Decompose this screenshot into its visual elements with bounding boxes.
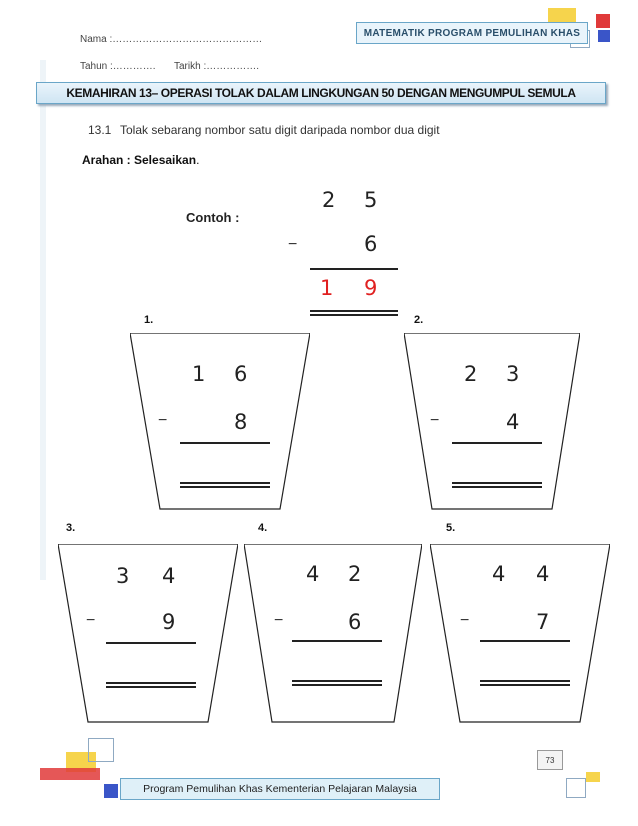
q4-tens: 4	[306, 562, 320, 586]
q3-answer-line	[106, 642, 196, 644]
q3-tens: 3	[116, 564, 130, 588]
question-3-label: 3.	[66, 522, 76, 534]
q3-sub: 9	[162, 610, 176, 634]
deco-bottom-outline	[88, 738, 114, 762]
q5-double-line	[480, 680, 570, 686]
q1-double-line	[180, 482, 270, 488]
bucket-5	[430, 544, 610, 724]
skill-banner: KEMAHIRAN 13– OPERASI TOLAK DALAM LINGKUNGAN 50 DENGAN MENGUMPUL SEMULA	[36, 82, 606, 104]
example-answer-tens: 1	[320, 276, 334, 300]
tahun-field: Tahun :………….	[80, 61, 156, 72]
q1-sub: 8	[234, 410, 248, 434]
page-number: 73	[537, 750, 563, 770]
nama-field: Nama :………………………………………	[80, 34, 263, 45]
q2-answer-line	[452, 442, 542, 444]
q5-sub: 7	[536, 610, 550, 634]
q5-answer-line	[480, 640, 570, 642]
q4-sub: 6	[348, 610, 362, 634]
q3-ones: 4	[162, 564, 176, 588]
deco-square-blue	[598, 30, 610, 42]
example-minus-sign: −	[288, 236, 298, 253]
deco-bottom-blue	[104, 784, 118, 798]
deco-square-red	[596, 14, 610, 28]
subtopic-number: 13.1	[88, 123, 112, 137]
tarikh-field: Tarikh :…………….	[174, 61, 260, 72]
q2-tens: 2	[464, 362, 478, 386]
q2-ones: 3	[506, 362, 520, 386]
instruction-label: Arahan : Selesaikan	[82, 153, 197, 167]
q1-answer-line	[180, 442, 270, 444]
q2-sub: 4	[506, 410, 520, 434]
instruction	[82, 153, 199, 167]
q4-double-line	[292, 680, 382, 686]
q4-minus-sign: −	[274, 612, 284, 629]
instruction-suffix: .	[196, 153, 200, 167]
question-4-label: 4.	[258, 522, 268, 534]
question-2-label: 2.	[414, 314, 424, 326]
subtopic	[88, 123, 440, 137]
example-double-line	[310, 310, 398, 316]
q5-minus-sign: −	[460, 612, 470, 629]
example-top-tens: 2	[322, 188, 336, 212]
example-answer-ones: 9	[364, 276, 378, 300]
question-1-label: 1.	[144, 314, 154, 326]
bucket-4	[244, 544, 422, 724]
left-margin-bar	[40, 60, 46, 580]
footer-program: Program Pemulihan Khas Kementerian Pelajaran Malaysia	[120, 778, 440, 800]
q5-ones: 4	[536, 562, 550, 586]
example-top-ones: 5	[364, 188, 378, 212]
q3-double-line	[106, 682, 196, 688]
q4-ones: 2	[348, 562, 362, 586]
deco-bottom-right-outline	[566, 778, 586, 798]
q5-tens: 4	[492, 562, 506, 586]
example-answer-line	[310, 268, 398, 270]
q1-minus-sign: −	[158, 412, 168, 429]
q4-answer-line	[292, 640, 382, 642]
q2-double-line	[452, 482, 542, 488]
example-label: Contoh :	[186, 210, 240, 225]
subtopic-text: Tolak sebarang nombor satu digit daripada nombor dua digit	[120, 123, 440, 137]
q2-minus-sign: −	[430, 412, 440, 429]
q1-tens: 1	[192, 362, 206, 386]
example-sub-ones: 6	[364, 232, 378, 256]
q1-ones: 6	[234, 362, 248, 386]
deco-bottom-right-yellow	[586, 772, 600, 782]
q3-minus-sign: −	[86, 612, 96, 629]
program-badge: MATEMATIK PROGRAM PEMULIHAN KHAS	[356, 22, 588, 44]
deco-bottom-red	[40, 768, 100, 780]
question-5-label: 5.	[446, 522, 456, 534]
bucket-3	[58, 544, 238, 724]
